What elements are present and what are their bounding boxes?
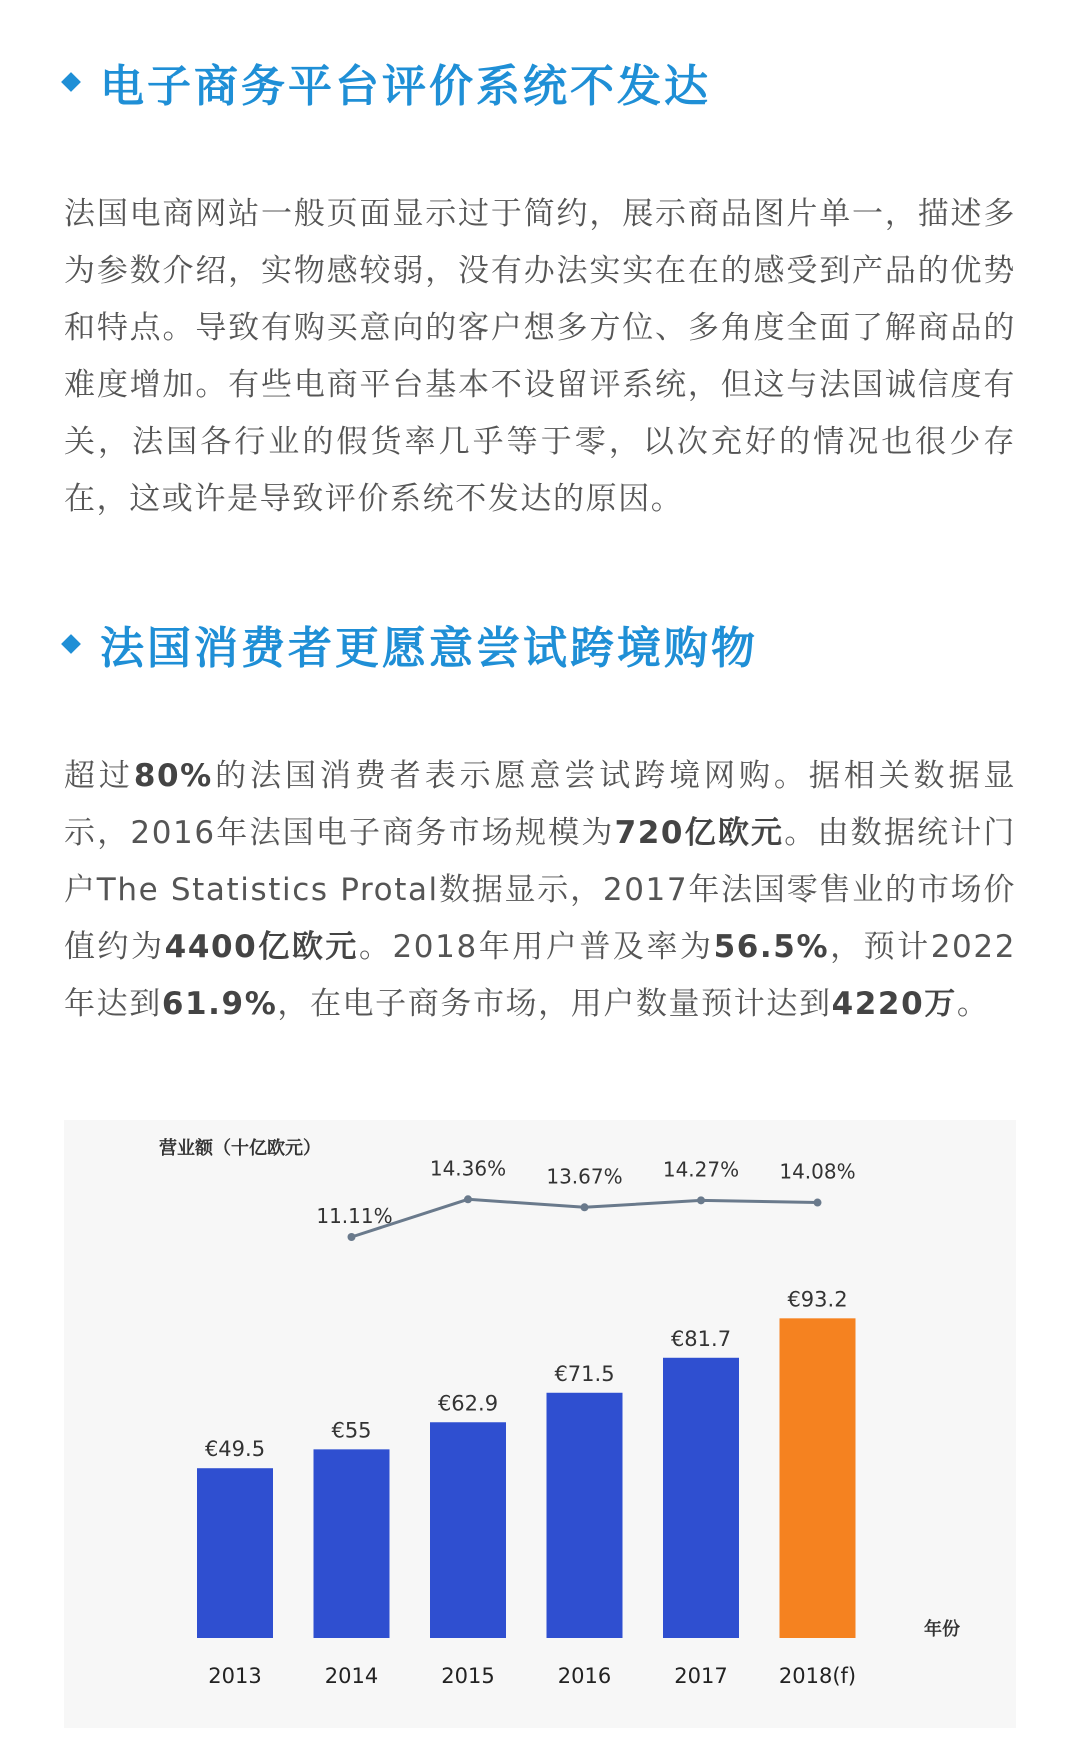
highlight-72-billion: 720亿欧元 (614, 815, 785, 851)
section-heading-cross-border (64, 612, 758, 676)
bar-value-label: €71.5 (554, 1361, 615, 1386)
bar-value-label: €49.5 (204, 1437, 266, 1462)
text-run: 超过 (64, 758, 134, 794)
x-tick-label: 2017 (674, 1664, 728, 1688)
section-heading-reviews (64, 50, 711, 114)
x-tick-label: 2013 (208, 1664, 262, 1688)
text-run: 。 (956, 986, 990, 1022)
chart-x-axis-title: 年份 (924, 1619, 960, 1640)
bar-2014 (314, 1449, 390, 1638)
growth-point-2016 (581, 1203, 589, 1211)
text-run: 。由数据统计门户The Statistics Protal数据显示，2017年法国零售业的市场价值约为 (64, 815, 1016, 965)
bar-2013 (197, 1468, 273, 1638)
highlight-61-9-percent: 61.9% (161, 986, 278, 1022)
highlight-42-million: 4220万 (831, 986, 957, 1022)
highlight-80-percent: 80% (133, 758, 213, 794)
bar-2018(f) (780, 1318, 856, 1638)
paragraph-reviews: 法国电商网站一般页面显示过于简约，展示商品图片单一，描述多为参数介绍，实物感较弱，没有办法实实在在的感受到产品的优势和特点。导致有购买意向的客户想多方位、多角度全面了解商品的难度增加。有些电商平台基本不设留评系统，但这与法国诚信度有关，法国各行业的假货率几乎等于零，以次充好的情况也很少存在，这或许是导致评价系统不发达的原因。 (64, 196, 1016, 517)
highlight-440-billion: 4400亿欧元 (164, 929, 359, 965)
diamond-bullet-icon (61, 634, 81, 654)
chart-canvas (64, 1120, 1016, 1728)
chart-y-axis-title: 营业额（十亿欧元） (159, 1138, 321, 1159)
x-tick-label: 2018(f) (778, 1664, 857, 1688)
heading-text: 法国消费者更愿意尝试跨境购物 (100, 623, 758, 674)
bar-series (197, 1287, 856, 1688)
bar-value-label: €81.7 (670, 1326, 732, 1351)
paragraph-cross-border (64, 748, 1016, 1033)
growth-rate-label: 14.27% (662, 1157, 740, 1182)
ecommerce-revenue-chart (64, 1120, 1016, 1728)
text-run: ，预计2022年达到 (64, 929, 1017, 1022)
growth-rate-label: 11.11% (316, 1204, 393, 1228)
highlight-56-5-percent: 56.5% (713, 929, 830, 965)
x-tick-label: 2016 (557, 1664, 612, 1688)
growth-rate-label: 14.08% (779, 1159, 856, 1184)
growth-point-2015 (464, 1195, 472, 1203)
text-run: ，在电子商务市场，用户数量预计达到 (277, 986, 832, 1022)
bar-2016 (547, 1393, 623, 1638)
diamond-bullet-icon (61, 72, 81, 92)
bar-value-label: €93.2 (787, 1287, 848, 1312)
growth-point-2017 (697, 1196, 705, 1204)
x-tick-label: 2014 (324, 1664, 379, 1688)
bar-2017 (663, 1358, 739, 1638)
bar-2015 (430, 1422, 506, 1638)
growth-rate-line-series (316, 1156, 855, 1241)
bar-value-label: €62.9 (437, 1391, 499, 1416)
x-tick-label: 2015 (441, 1664, 495, 1688)
heading-text: 电子商务平台评价系统不发达 (100, 61, 711, 112)
growth-point-2014 (348, 1233, 356, 1241)
text-run: 。2018年用户普及率为 (358, 929, 714, 965)
growth-rate-label: 13.67% (546, 1164, 623, 1189)
growth-point-2018(f) (814, 1199, 822, 1207)
growth-rate-label: 14.36% (429, 1156, 507, 1181)
text-run: 的法国消费者表示愿意尝试跨境网购。据相关数据显示，2016年法国电子商务市场规模为 (64, 758, 1016, 851)
bar-value-label: €55 (331, 1418, 372, 1443)
